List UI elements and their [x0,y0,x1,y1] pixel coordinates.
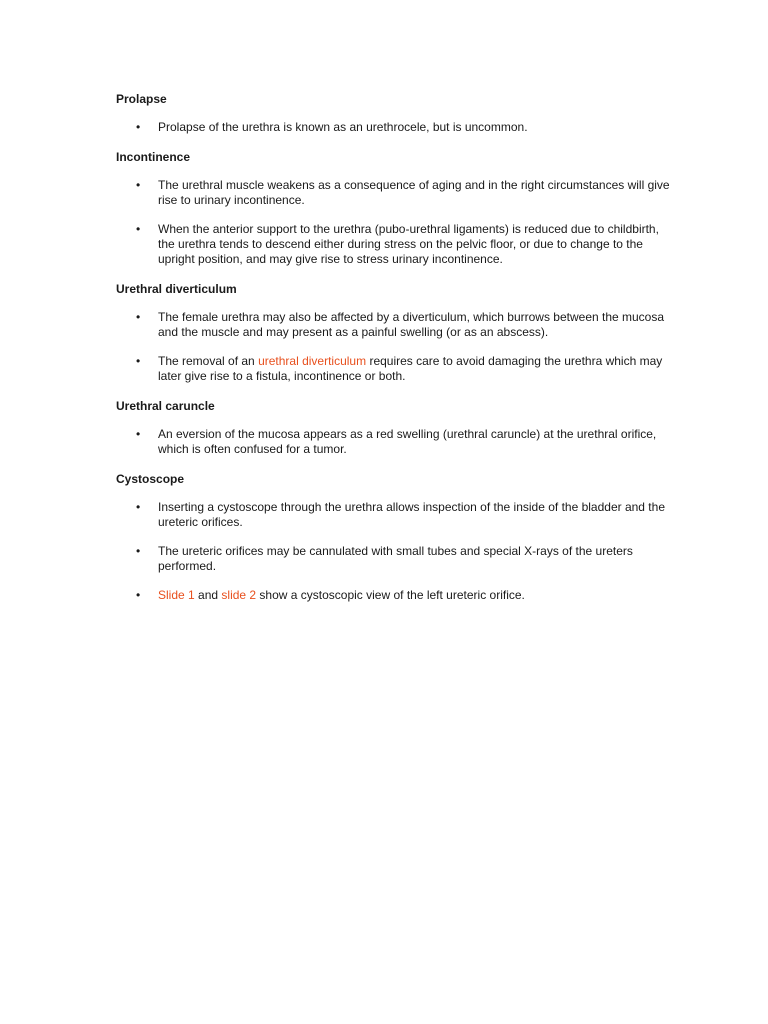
bullet-list [116,310,676,384]
link-slide-1[interactable]: Slide 1 [158,588,195,602]
bullet-list [116,500,676,603]
list-item [116,500,676,530]
list-item [116,544,676,574]
bullet-text [158,178,670,207]
bullet-list [116,178,676,267]
section-cystoscope [116,472,676,603]
list-item [116,120,676,135]
section-heading: Prolapse [116,92,167,106]
list-item [116,310,676,340]
list-item [116,354,676,384]
document-body [116,92,676,618]
bullet-icon: • [136,354,141,368]
section-prolapse [116,92,676,135]
text-run: The ureteric orifices may be cannulated with small tubes and special X-rays of the ureters performed. [158,544,633,573]
bullet-list [116,427,676,457]
text-run: When the anterior support to the urethra (pubo-urethral ligaments) is reduced due to childbirth, the urethra tends to descend either during stress on the pelvic floor, or due to change to the upright position, and may give rise to stress urinary incontinence. [158,222,659,266]
section-heading: Incontinence [116,150,191,164]
section-heading: Urethral diverticulum [116,282,237,296]
bullet-icon: • [136,500,141,514]
bullet-text [158,354,662,383]
link-urethral-diverticulum[interactable]: urethral diverticulum [258,354,367,368]
text-run: The female urethra may also be affected by a diverticulum, which burrows between the mucosa and the muscle and may present as a painful swelling (or as an abscess). [158,310,665,339]
bullet-text [158,120,528,134]
section-urethral-caruncle [116,399,676,457]
link-slide-2[interactable]: slide 2 [221,588,257,602]
text-run: An eversion of the mucosa appears as a red swelling (urethral caruncle) at the urethral orifice, which is often confused for a tumor. [158,427,657,456]
section-heading: Urethral caruncle [116,399,215,413]
list-item [116,222,676,267]
text-run: The urethral muscle weakens as a consequence of aging and in the right circumstances will give rise to urinary incontinence. [158,178,670,207]
bullet-icon: • [136,178,141,192]
text-run: show a cystoscopic view of the left ureteric orifice. [256,588,525,602]
bullet-text [158,310,664,339]
list-item [116,178,676,208]
list-item [116,588,676,603]
bullet-icon: • [136,427,141,441]
bullet-icon: • [136,310,141,324]
bullet-text [158,427,656,456]
section-heading: Cystoscope [116,472,185,486]
text-run: requires care to avoid damaging the urethra which may later give rise to a fistula, incontinence or both. [158,354,663,383]
bullet-icon: • [136,120,141,134]
bullet-text [158,222,659,266]
bullet-text [158,588,525,602]
text-run: Inserting a cystoscope through the urethra allows inspection of the inside of the bladder and the ureteric orifices. [158,500,665,529]
text-run: Prolapse of the urethra is known as an urethrocele, but is uncommon. [158,120,528,134]
section-incontinence [116,150,676,267]
text-run: and [194,588,222,602]
bullet-text [158,544,633,573]
section-urethral-diverticulum [116,282,676,384]
bullet-icon: • [136,222,141,236]
list-item [116,427,676,457]
bullet-icon: • [136,588,141,602]
bullet-icon: • [136,544,141,558]
bullet-text [158,500,665,529]
text-run: The removal of an [158,354,259,368]
bullet-list [116,120,676,135]
